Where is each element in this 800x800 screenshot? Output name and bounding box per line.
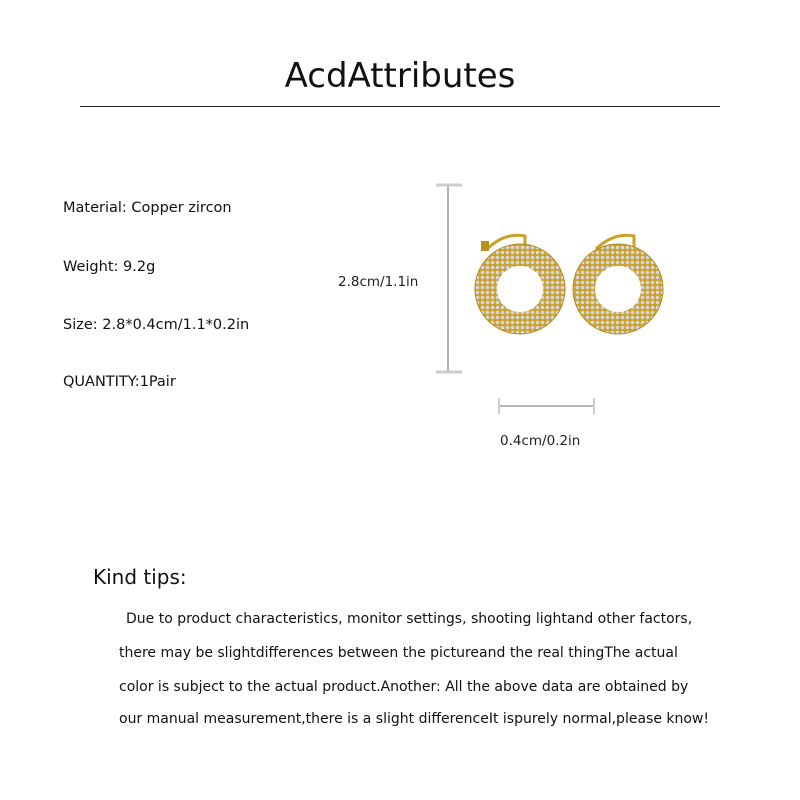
tip-line: Due to product characteristics, monitor settings, shooting lightand other factors, <box>126 611 693 627</box>
height-label: 2.8cm/1.1in <box>338 274 419 290</box>
spec-quantity: QUANTITY:1Pair <box>63 374 176 390</box>
width-measure-line <box>499 398 594 414</box>
tip-line: our manual measurement,there is a slight differenceIt ispurely normal,please know! <box>119 711 709 727</box>
height-measure-line <box>436 185 462 372</box>
earring-right <box>573 235 663 334</box>
spec-material: Material: Copper zircon <box>63 200 232 216</box>
page-title: AcdAttributes <box>284 56 516 96</box>
tip-line: color is subject to the actual product.Another: All the above data are obtained by <box>119 679 689 695</box>
earring-left <box>475 235 565 334</box>
kind-tips-heading: Kind tips: <box>93 565 187 589</box>
tip-line: there may be slightdifferences between the pictureand the real thingThe actual <box>119 645 678 661</box>
spec-size: Size: 2.8*0.4cm/1.1*0.2in <box>63 317 250 333</box>
width-label: 0.4cm/0.2in <box>500 433 581 449</box>
spec-weight: Weight: 9.2g <box>63 259 156 275</box>
